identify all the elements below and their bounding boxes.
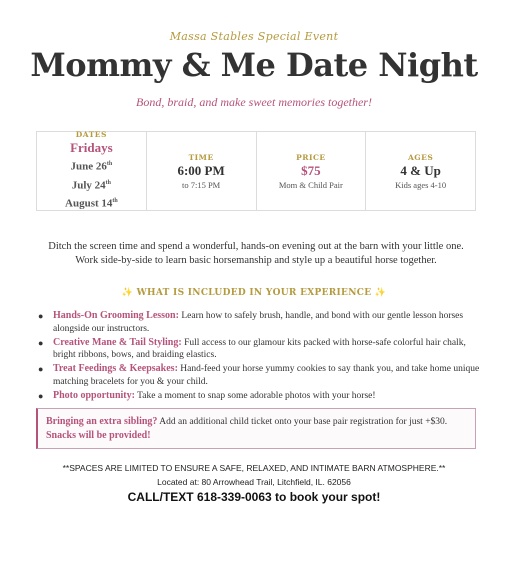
price-cell xyxy=(257,132,367,210)
list-item: ● Hands-On Grooming Lesson: Learn how to safely brush, handle, and bond with our gentle lesson horses alongside our instructors. xyxy=(38,310,464,334)
event-info-table xyxy=(36,131,476,211)
dates-label: DATES xyxy=(75,130,107,140)
included-heading: ✨ WHAT IS INCLUDED IN YOUR EXPERIENCE ✨ xyxy=(121,288,387,298)
ages-label: AGES xyxy=(407,152,434,162)
bullet-icon: ● xyxy=(38,364,44,374)
ages-value: 4 & Up xyxy=(400,162,441,178)
date-item: July 24th xyxy=(71,179,112,192)
time-label: TIME xyxy=(188,152,214,162)
call-to-action: CALL/TEXT 618-339-0063 to book your spot! xyxy=(127,490,381,504)
time-value: 6:00 PM xyxy=(177,162,225,178)
dates-list xyxy=(65,156,118,212)
page-title: Mommy & Me Date Night xyxy=(30,46,478,84)
price-label: PRICE xyxy=(296,152,326,162)
snacks-note: Snacks will be provided! xyxy=(46,430,151,441)
time-end: to 7:15 PM xyxy=(181,179,221,190)
sibling-question: Bringing an extra sibling? xyxy=(46,416,158,427)
time-cell xyxy=(147,132,257,210)
event-tag: Massa Stables Special Event xyxy=(169,30,339,43)
bullet-icon: ● xyxy=(38,311,44,321)
price-note: Mom & Child Pair xyxy=(278,179,343,190)
limited-notice: **SPACES ARE LIMITED TO ENSURE A SAFE, RELAXED, AND INTIMATE BARN ATMOSPHERE.** xyxy=(62,463,446,473)
ages-cell xyxy=(366,132,475,210)
dates-value: Fridays xyxy=(70,140,113,156)
sibling-text: Add an additional child ticket onto your base pair registration for just +$30. xyxy=(159,417,448,427)
list-item: ● Photo opportunity: Take a moment to snap some adorable photos with your horse! xyxy=(38,389,376,401)
bullet-icon: ● xyxy=(38,390,44,401)
ages-note: Kids ages 4-10 xyxy=(395,179,447,190)
included-list xyxy=(36,310,482,404)
bullet-icon: ● xyxy=(38,337,44,348)
price-value: $75 xyxy=(301,162,321,178)
dates-cell xyxy=(37,132,147,210)
location-address: Located at: 80 Arrowhead Trail, Litchfield, IL. 62056 xyxy=(157,477,351,487)
sibling-callout xyxy=(36,408,476,449)
date-item: August 14th xyxy=(65,197,118,210)
date-item: June 26th xyxy=(70,160,113,173)
intro-paragraph: Ditch the screen time and spend a wonderful, hands-on evening out at the barn with your little one. Work side-by-side to learn basic horsemanship and style up a beautiful horse together. xyxy=(48,241,464,266)
list-item: ● Creative Mane & Tail Styling: Full access to our glamour kits packed with horse-safe colorful hair chalk, bright ribbons, bows, and braiding elastics. xyxy=(38,336,466,360)
subtitle: Bond, braid, and make sweet memories together! xyxy=(136,95,372,109)
list-item: ● Treat Feedings & Keepsakes: Hand-feed your horse yummy cookies to say thank you, and take home unique matching bracelets for you & your child. xyxy=(38,363,480,387)
